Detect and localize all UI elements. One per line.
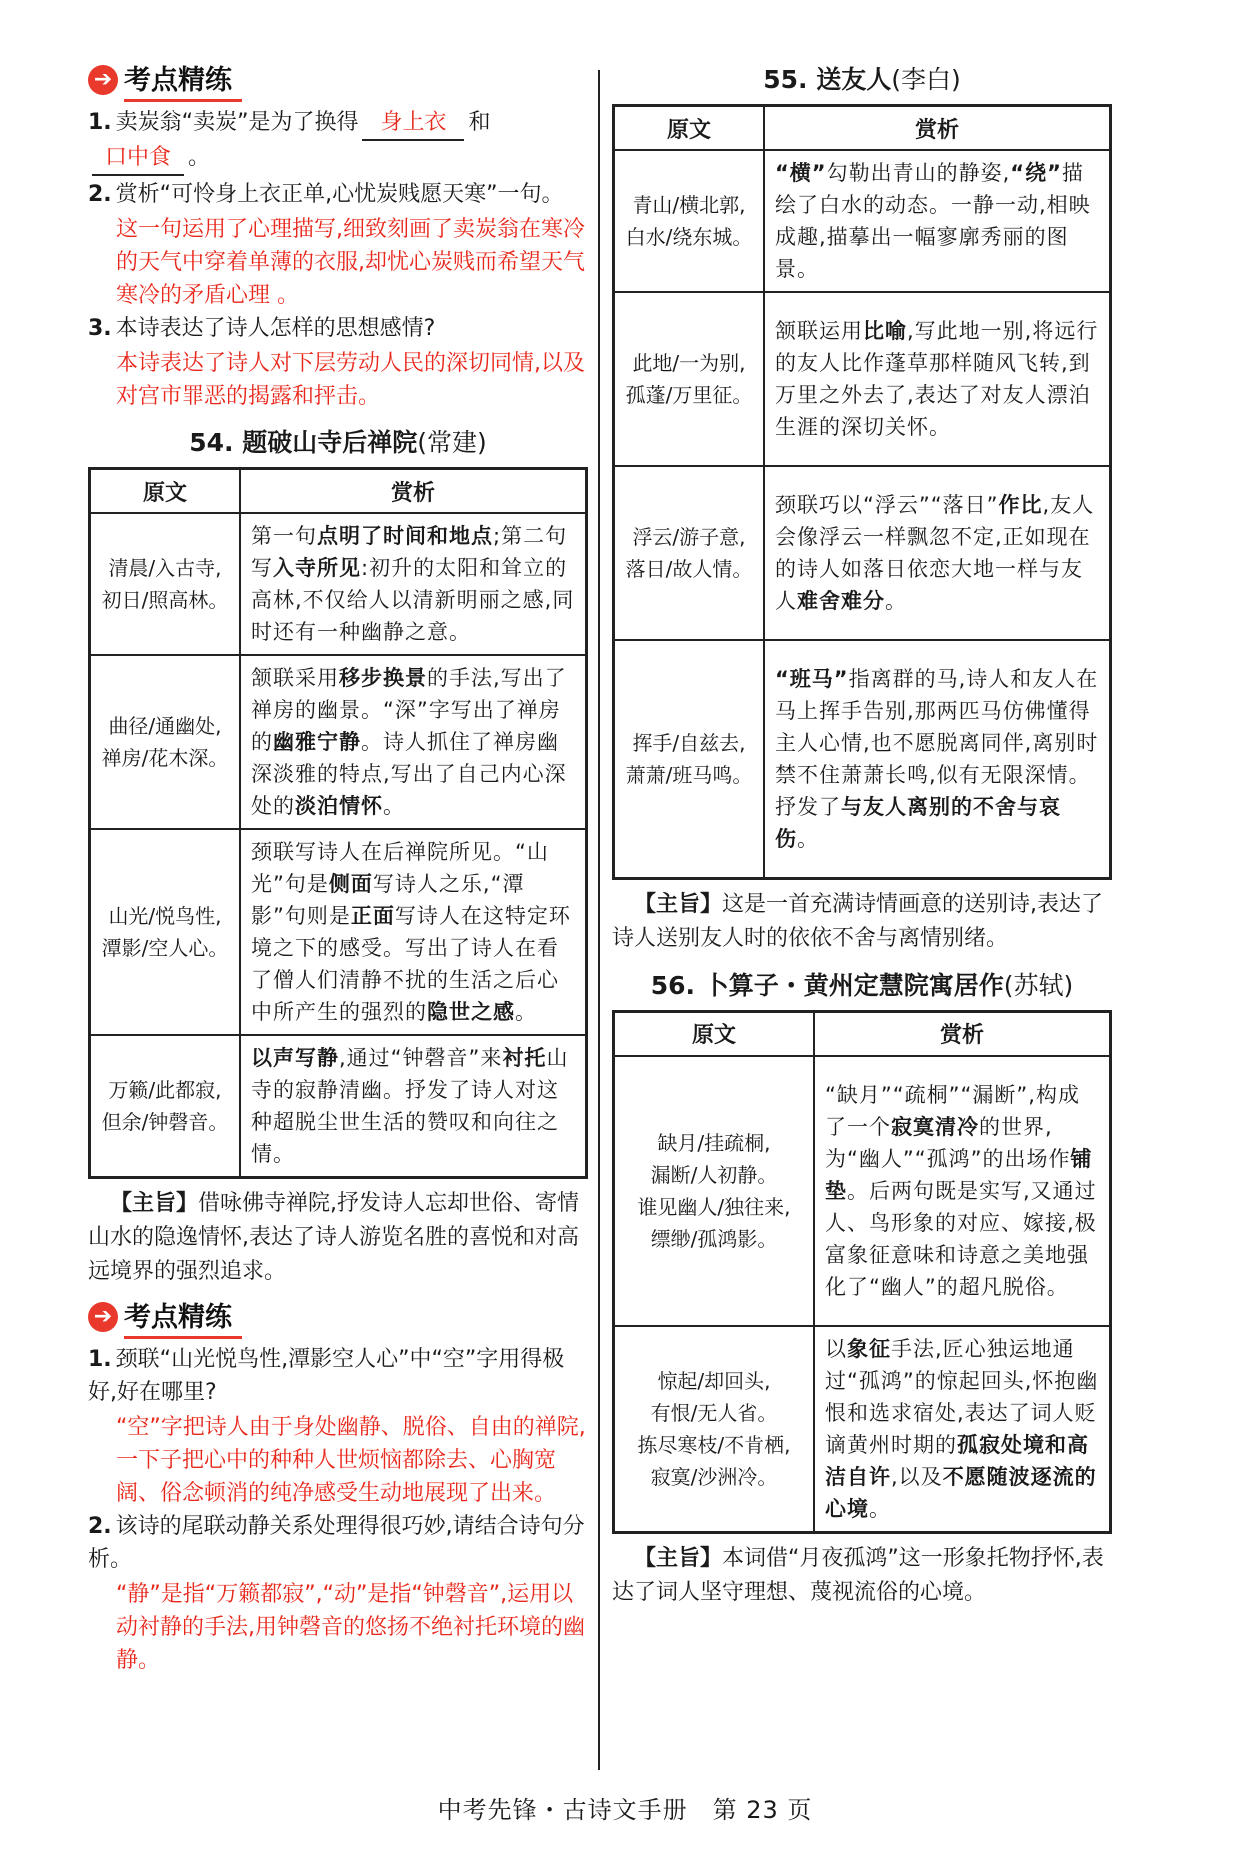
- column-header: 赏析: [814, 1011, 1111, 1056]
- page-footer: 中考先锋・古诗文手册 第 23 页: [437, 1796, 813, 1824]
- table-row: 青山/横北郭, 白水/绕东城。 “横”勾勒出青山的静姿,“绕”描绘了白水的动态。一静一动,相映成趣,描摹出一幅寥廓秀丽的图景。: [614, 150, 1111, 292]
- column-divider: [598, 70, 600, 1770]
- table-row: 缺月/挂疏桐, 漏断/人初静。 谁见幽人/独往来, 缥缈/孤鸿影。 “缺月”“疏桐”“漏断”,构成了一个寂寞清冷的世界,为“幽人”“孤鸿”的出场作铺垫。后两句既是实写,又通过人、鸟形象的对应、嫁接,极富象征意味和诗意之美地强化了“幽人”的超凡脱俗。: [614, 1056, 1111, 1326]
- table-row: 此地/一为别, 孤蓬/万里征。 颔联运用比喻,写此地一别,将远行的友人比作蓬草那样随风飞转,到万里之外去了,表达了对友人漂泊生涯的深切关怀。: [614, 292, 1111, 466]
- practice-header: [88, 60, 588, 100]
- question-3: 3. 本诗表达了诗人怎样的思想感情?: [88, 316, 436, 341]
- arrow-right-icon: ➔: [88, 1302, 118, 1332]
- table-row: 曲径/通幽处, 禅房/花木深。 颔联采用移步换景的手法,写出了禅房的幽景。“深”字写出了禅房的幽雅宁静。诗人抓住了禅房幽深淡雅的特点,写出了自己内心深处的淡泊情怀。: [90, 655, 587, 829]
- column-header: 原文: [614, 106, 765, 151]
- answer-4: “空”字把诗人由于身处幽静、脱俗、自由的禅院,一下子把心中的种种人世烦恼都除去、心胸宽阔、俗念顿消的纯净感受生动地展现了出来。: [116, 1415, 586, 1506]
- right-column: [612, 60, 1112, 1618]
- table-row: 清晨/入古寺, 初日/照高林。 第一句点明了时间和地点;第二句写入寺所见:初升的太阳和耸立的高林,不仅给人以清新明丽之感,同时还有一种幽静之意。: [90, 513, 587, 655]
- answer-5: “静”是指“万籁都寂”,“动”是指“钟磬音”,运用以动衬静的手法,用钟磬音的悠扬不绝衬托环境的幽静。: [116, 1582, 585, 1673]
- column-header: 原文: [90, 469, 241, 514]
- poem-table: [88, 467, 588, 1179]
- arrow-right-icon: ➔: [88, 65, 118, 95]
- answer-blank-2: 口中食: [92, 141, 184, 176]
- table-row: 挥手/自兹去, 萧萧/班马鸣。 “班马”指离群的马,诗人和友人在马上挥手告别,那两匹马仿佛懂得主人心情,也不愿脱离同伴,离别时禁不住萧萧长鸣,似有无限深情。抒发了与友人离别的不舍与哀伤。: [614, 640, 1111, 878]
- poem-table: [612, 1010, 1112, 1534]
- answer-3: 本诗表达了诗人对下层劳动人民的深切同情,以及对宫市罪恶的揭露和抨击。: [116, 351, 585, 409]
- answer-2: 这一句运用了心理描写,细致刻画了卖炭翁在寒冷的天气中穿着单薄的衣服,却忧心炭贱而希望天气寒冷的矛盾心理 。: [116, 217, 585, 308]
- answer-blank-1: 身上衣: [362, 106, 464, 141]
- table-row: 山光/悦鸟性, 潭影/空人心。 颈联写诗人在后禅院所见。“山光”句是侧面写诗人之乐,“潭影”句则是正面写诗人在这特定环境之下的感受。写出了诗人在看了僧人们清静不扰的生活之后心中所产生的强烈的隐世之感。: [90, 829, 587, 1035]
- poem-title: 54. 题破山寺后禅院(常建): [189, 428, 487, 457]
- table-row: 浮云/游子意, 落日/故人情。 颈联巧以“浮云”“落日”作比,友人会像浮云一样飘忽不定,正如现在的诗人如落日依恋大地一样与友人难舍难分。: [614, 466, 1111, 640]
- table-row: 惊起/却回头, 有恨/无人省。 拣尽寒枝/不肯栖, 寂寞/沙洲冷。 以象征手法,匠心独运地通过“孤鸿”的惊起回头,怀抱幽恨和选求宿处,表达了词人贬谪黄州时期的孤寂处境和高洁自许,以及不愿随波逐流的心境。: [614, 1326, 1111, 1533]
- theme-paragraph: 【主旨】借咏佛寺禅院,抒发诗人忘却世俗、寄情山水的隐逸情怀,表达了诗人游览名胜的喜悦和对高远境界的强烈追求。: [88, 1191, 580, 1284]
- column-header: 原文: [614, 1011, 815, 1056]
- column-header: 赏析: [240, 469, 587, 514]
- theme-paragraph: 【主旨】这是一首充满诗情画意的送别诗,表达了诗人送别友人时的依依不舍与离情别绪。: [612, 891, 1104, 951]
- column-header: 赏析: [764, 106, 1111, 151]
- question-2: 2. 赏析“可怜身上衣正单,心忧炭贱愿天寒”一句。: [88, 182, 564, 207]
- practice-header: [88, 1297, 588, 1337]
- poem-title: 55. 送友人(李白): [763, 65, 961, 94]
- theme-paragraph: 【主旨】本词借“月夜孤鸿”这一形象托物抒怀,表达了词人坚守理想、蔑视流俗的心境。: [612, 1545, 1104, 1605]
- question-5: 2. 该诗的尾联动静关系处理得很巧妙,请结合诗句分析。: [88, 1514, 585, 1572]
- practice-title: 考点精练: [124, 58, 242, 102]
- poem-title: 56. 卜算子・黄州定慧院寓居作(苏轼): [650, 970, 1074, 1000]
- left-column: [88, 60, 588, 1677]
- table-row: 万籁/此都寂, 但余/钟磬音。 以声写静,通过“钟磬音”来衬托山寺的寂静清幽。抒发了诗人对这种超脱尘世生活的赞叹和向往之情。: [90, 1035, 587, 1178]
- practice-title: 考点精练: [124, 1295, 242, 1339]
- question-1: 1. 卖炭翁“卖炭”是为了换得 身上衣 和口中食 。: [88, 106, 588, 176]
- question-4: 1. 颈联“山光悦鸟性,潭影空人心”中“空”字用得极好,好在哪里?: [88, 1347, 565, 1405]
- poem-table: [612, 104, 1112, 880]
